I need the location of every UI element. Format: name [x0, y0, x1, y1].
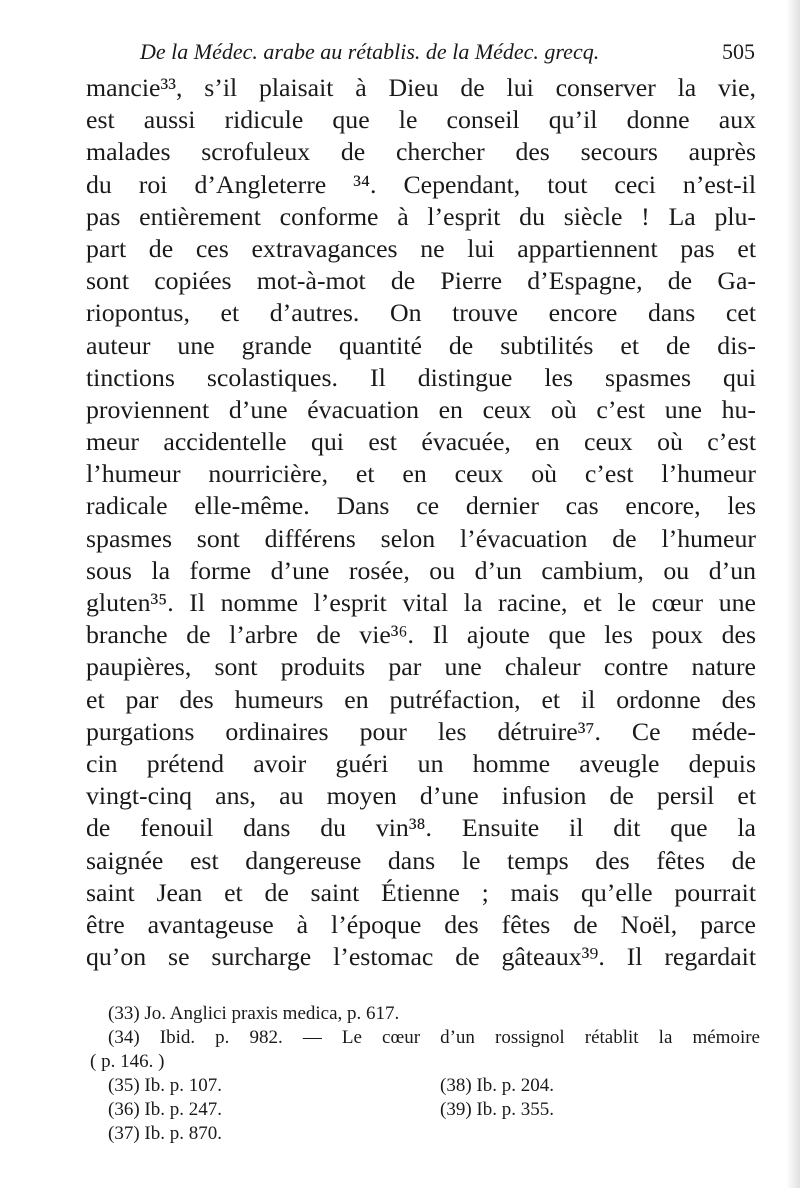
text-line: et par des humeurs en putréfaction, et il ordonne des [86, 684, 756, 714]
text-line: malades scrofuleux de chercher des secours auprès [86, 137, 756, 167]
text-line: paupières, sont produits par une chaleur contre nature [86, 652, 756, 682]
text-line: sous la forme d’une rosée, ou d’un cambium, ou d’un [86, 555, 756, 585]
footnote-column-right [440, 1074, 554, 1122]
text-line: branche de l’arbre de vie³⁶. Il ajoute que les poux des [86, 620, 756, 650]
footnote-35: (35) Ib. p. 107. [108, 1075, 222, 1096]
footnote-column-left [108, 1074, 222, 1146]
footnote-36: (36) Ib. p. 247. [108, 1099, 222, 1120]
text-line: pas entièrement conforme à l’esprit du siècle ! La plu- [86, 201, 756, 231]
footnotes [90, 1002, 760, 1146]
footnote-38: (38) Ib. p. 204. [440, 1075, 554, 1096]
text-line: radicale elle-même. Dans ce dernier cas encore, les [86, 491, 756, 521]
text-line: sont copiées mot-à-mot de Pierre d’Espagne, de Ga- [86, 266, 756, 296]
footnote-columns [90, 1074, 760, 1146]
text-line: qu’on se surcharge l’estomac de gâteaux³⁹. Il regardait [86, 942, 756, 972]
page-number: 505 [722, 39, 755, 64]
text-line: mancie³³, s’il plaisait à Dieu de lui conserver la vie, [86, 73, 756, 102]
text-line: part de ces extravagances ne lui appartiennent pas et [86, 233, 756, 263]
text-line: saint Jean et de saint Étienne ; mais qu’elle pourrait [86, 877, 756, 907]
footnote-34-continued: ( p. 146. ) [90, 1051, 165, 1072]
text-line: tinctions scolastiques. Il distingue les spasmes qui [86, 362, 756, 392]
text-line: est aussi ridicule que le conseil qu’il donne aux [86, 105, 756, 135]
text-line: purgations ordinaires pour les détruire³⁷. Ce méde- [86, 716, 756, 746]
text-line: spasmes sont différens selon l’évacuation de l’humeur [86, 523, 756, 553]
text-line: vingt-cinq ans, au moyen d’une infusion de persil et [86, 781, 756, 811]
running-head [140, 36, 755, 68]
text-line: auteur une grande quantité de subtilités et de dis- [86, 330, 756, 360]
text-line: gluten³⁵. Il nomme l’esprit vital la racine, et le cœur une [86, 588, 756, 617]
text-line: proviennent d’une évacuation en ceux où c’est une hu- [86, 394, 756, 424]
text-line: cin prétend avoir guéri un homme aveugle depuis [86, 748, 756, 778]
text-line: meur accidentelle qui est évacuée, en ceux où c’est [86, 427, 756, 457]
text-line: de fenouil dans du vin³⁸. Ensuite il dit que la [86, 813, 756, 843]
text-line: saignée est dangereuse dans le temps des fêtes de [86, 845, 756, 875]
running-head-title: De la Médec. arabe au rétablis. de la Médec. grecq. [140, 39, 600, 64]
body-text [86, 72, 756, 973]
text-line: être avantageuse à l’époque des fêtes de Noël, parce [86, 909, 756, 939]
text-line: du roi d’Angleterre ³⁴. Cependant, tout ceci n’est-il [86, 169, 756, 199]
page-edge-shadow [786, 0, 800, 1188]
footnote-33: (33) Jo. Anglici praxis medica, p. 617. [108, 1003, 400, 1024]
text-line: riopontus, et d’autres. On trouve encore dans cet [86, 298, 756, 328]
footnote-37: (37) Ib. p. 870. [108, 1123, 222, 1144]
text-line: l’humeur nourricière, et en ceux où c’est l’humeur [86, 459, 756, 489]
footnote-34: (34) Ibid. p. 982. — Le cœur d’un rossignol rétablit la mémoire [108, 1027, 760, 1048]
footnote-39: (39) Ib. p. 355. [440, 1099, 554, 1120]
